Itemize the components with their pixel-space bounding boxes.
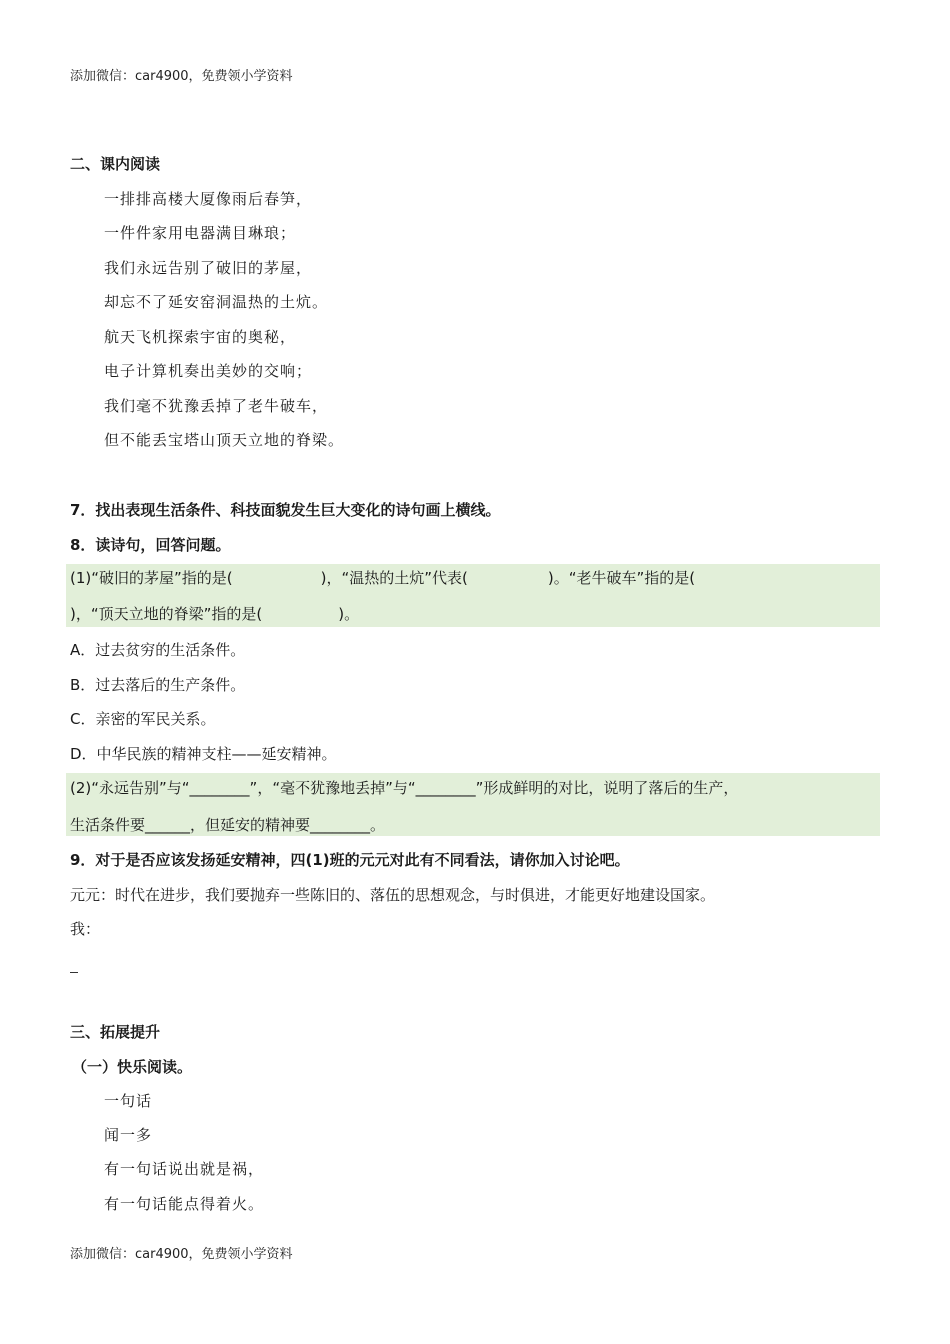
q8-part2-line1: (2)“永远告别”与“________”，“毫不犹豫地丢掉”与“________”形成鲜明的对比，说明了落后的生产， bbox=[70, 779, 739, 797]
poem-line: 一排排高楼大厦像雨后春笋， bbox=[104, 190, 313, 208]
option-c: C．亲密的军民关系。 bbox=[70, 710, 216, 728]
section3-title: 三、拓展提升 bbox=[70, 1023, 161, 1041]
poem-line: 有一句话能点得着火。 bbox=[104, 1195, 265, 1213]
option-a: A．过去贫穷的生活条件。 bbox=[70, 641, 246, 659]
q8-part1-line1 bbox=[70, 567, 695, 589]
poem-author: 闻一多 bbox=[104, 1126, 153, 1144]
q8-part1-text-a1: (1)“破旧的茅屋”指的是( bbox=[70, 569, 233, 587]
question-7: 7．找出表现生活条件、科技面貌发生巨大变化的诗句画上横线。 bbox=[70, 501, 501, 519]
option-b: B．过去落后的生产条件。 bbox=[70, 676, 246, 694]
answer-line[interactable] bbox=[70, 972, 78, 973]
footer-note: 添加微信：car4900，免费领小学资料 bbox=[70, 1247, 293, 1262]
header-note: 添加微信：car4900，免费领小学资料 bbox=[70, 69, 293, 84]
question-9-title: 9．对于是否应该发扬延安精神，四(1)班的元元对此有不同看法，请你加入讨论吧。 bbox=[70, 851, 630, 869]
q8-part2-line2: 生活条件要______，但延安的精神要________。 bbox=[70, 816, 386, 834]
poem-line: 有一句话说出就是祸， bbox=[104, 1160, 265, 1178]
poem-line: 我们永远告别了破旧的茅屋， bbox=[104, 259, 313, 277]
poem-line: 但不能丢宝塔山顶天立地的脊梁。 bbox=[104, 431, 345, 449]
poem-line: 却忘不了延安窑洞温热的土炕。 bbox=[104, 293, 329, 311]
poem-title: 一句话 bbox=[104, 1092, 153, 1110]
q8-part1-line2 bbox=[70, 603, 359, 625]
option-d: D．中华民族的精神支柱——延安精神。 bbox=[70, 745, 337, 763]
section3-subtitle: （一）快乐阅读。 bbox=[72, 1058, 193, 1076]
poem-line: 一件件家用电器满目琳琅； bbox=[104, 224, 297, 242]
poem-line: 我们毫不犹豫丢掉了老牛破车， bbox=[104, 397, 329, 415]
question-8-title: 8．读诗句，回答问题。 bbox=[70, 536, 231, 554]
q8-part1-text-b2: )。 bbox=[338, 605, 360, 623]
section2-title: 二、课内阅读 bbox=[70, 155, 161, 173]
poem-line: 航天飞机探索宇宙的奥秘， bbox=[104, 328, 297, 346]
q8-part1-text-b1: )，“顶天立地的脊梁”指的是( bbox=[70, 605, 263, 623]
my-answer-label: 我： bbox=[70, 920, 101, 938]
yuanyuan-statement: 元元：时代在进步，我们要抛弃一些陈旧的、落伍的思想观念，与时俱进，才能更好地建设国家。 bbox=[70, 886, 716, 904]
q8-part1-text-a2: )，“温热的土炕”代表( bbox=[320, 569, 468, 587]
poem-line: 电子计算机奏出美妙的交响； bbox=[104, 362, 313, 380]
q8-part1-text-a3: )。“老牛破车”指的是( bbox=[547, 569, 696, 587]
